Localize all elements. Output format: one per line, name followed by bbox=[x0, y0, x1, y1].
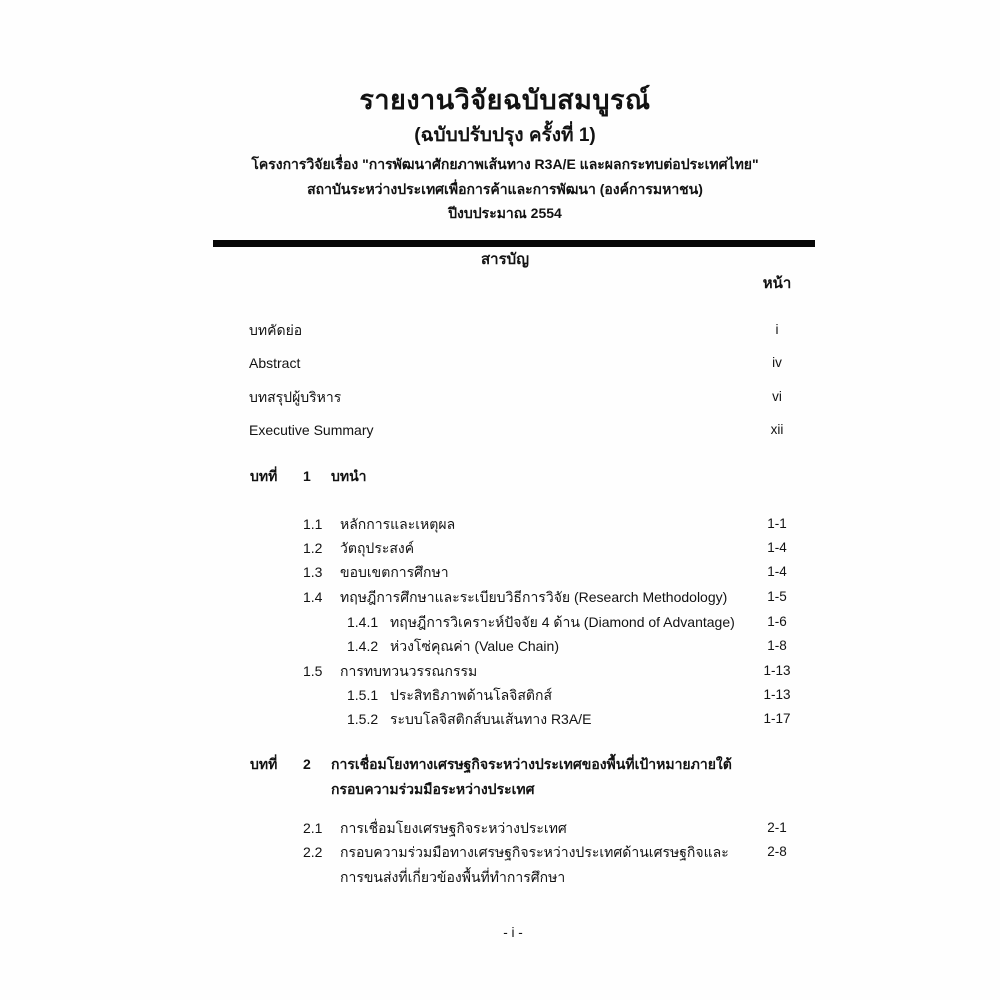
toc-entry-page: 1-4 bbox=[767, 564, 787, 579]
toc-heading: สารบัญ bbox=[481, 251, 529, 268]
toc-entry-label: ทฤษฎีการศึกษาและระเบียบวิธีการวิจัย (Research Methodology) bbox=[340, 589, 728, 605]
toc-entry-page: 1-5 bbox=[767, 589, 787, 604]
toc-subentry-label: ทฤษฎีการวิเคราะห์ปัจจัย 4 ด้าน (Diamond of Advantage) bbox=[390, 614, 735, 630]
toc-entry-page: vi bbox=[772, 389, 782, 404]
toc-entry-number: 1.1 bbox=[303, 516, 323, 532]
toc-subentry-label: ประสิทธิภาพด้านโลจิสติกส์ bbox=[390, 687, 553, 703]
edition-subtitle: (ฉบับปรับปรุง ครั้งที่ 1) bbox=[414, 125, 596, 146]
toc-entry-number: 2.1 bbox=[303, 820, 323, 836]
toc-entry-page: xii bbox=[770, 422, 784, 437]
chapter-prefix: บทที่ bbox=[250, 468, 278, 484]
chapter-title-line2: กรอบความร่วมมือระหว่างประเทศ bbox=[331, 781, 535, 797]
toc-subentry-label: ห่วงโซ่คุณค่า (Value Chain) bbox=[390, 638, 559, 654]
toc-subentry-number: 1.5.1 bbox=[347, 687, 379, 703]
page-column-header: หน้า bbox=[762, 275, 792, 292]
page-title: รายงานวิจัยฉบับสมบูรณ์ bbox=[359, 85, 651, 115]
toc-entry-number: 1.3 bbox=[303, 564, 323, 580]
toc-entry-label: ขอบเขตการศึกษา bbox=[340, 564, 449, 580]
toc-entry-label: บทคัดย่อ bbox=[249, 322, 303, 338]
toc-entry-number: 1.2 bbox=[303, 540, 323, 556]
toc-entry-label: การทบทวนวรรณกรรม bbox=[340, 663, 478, 679]
toc-entry-page: 1-8 bbox=[767, 638, 787, 653]
header-divider-rule bbox=[213, 240, 815, 247]
toc-entry-label: การเชื่อมโยงเศรษฐกิจระหว่างประเทศ bbox=[340, 820, 567, 836]
toc-entry-page: iv bbox=[772, 355, 782, 370]
chapter-title: การเชื่อมโยงทางเศรษฐกิจระหว่างประเทศของพื้นที่เป้าหมายภายใต้ bbox=[331, 756, 732, 772]
chapter-prefix: บทที่ bbox=[250, 756, 278, 772]
toc-entry-label: Abstract bbox=[249, 355, 301, 371]
toc-entry-page: 1-1 bbox=[767, 516, 787, 531]
toc-entry-label: บทสรุปผู้บริหาร bbox=[249, 389, 342, 405]
toc-subentry-number: 1.4.1 bbox=[347, 614, 379, 630]
toc-entry-page: 1-6 bbox=[767, 614, 787, 629]
institute-line: สถาบันระหว่างประเทศเพื่อการค้าและการพัฒนา (องค์การมหาชน) bbox=[307, 181, 703, 197]
chapter-number: 1 bbox=[303, 468, 311, 484]
toc-entry-number: 1.4 bbox=[303, 589, 323, 605]
toc-entry-label: กรอบความร่วมมือทางเศรษฐกิจระหว่างประเทศด้านเศรษฐกิจและ bbox=[340, 844, 729, 860]
toc-entry-label: หลักการและเหตุผล bbox=[340, 516, 456, 532]
toc-entry-page: 1-17 bbox=[763, 711, 791, 726]
toc-entry-page: 1-13 bbox=[763, 687, 791, 702]
project-title-line: โครงการวิจัยเรื่อง "การพัฒนาศักยภาพเส้นทาง R3A/E และผลกระทบต่อประเทศไทย" bbox=[251, 156, 759, 172]
toc-entry-page: 2-8 bbox=[767, 844, 787, 859]
toc-entry-page: 1-4 bbox=[767, 540, 787, 555]
toc-entry-label-line2: การขนส่งที่เกี่ยวข้องพื้นที่ทำการศึกษา bbox=[340, 869, 566, 885]
chapter-number: 2 bbox=[303, 756, 311, 772]
chapter-title: บทนำ bbox=[331, 468, 367, 484]
toc-subentry-number: 1.4.2 bbox=[347, 638, 379, 654]
toc-subentry-label: ระบบโลจิสติกส์บนเส้นทาง R3A/E bbox=[390, 711, 592, 727]
toc-entry-page: 2-1 bbox=[767, 820, 787, 835]
toc-entry-label: Executive Summary bbox=[249, 422, 374, 438]
toc-entry-number: 1.5 bbox=[303, 663, 323, 679]
toc-entry-number: 2.2 bbox=[303, 844, 323, 860]
footer-page-number: - i - bbox=[503, 925, 523, 940]
fiscal-year-line: ปีงบประมาณ 2554 bbox=[448, 205, 562, 221]
toc-entry-page: 1-13 bbox=[763, 663, 791, 678]
toc-entry-label: วัตถุประสงค์ bbox=[340, 540, 415, 556]
toc-entry-page: i bbox=[775, 322, 779, 337]
toc-subentry-number: 1.5.2 bbox=[347, 711, 379, 727]
